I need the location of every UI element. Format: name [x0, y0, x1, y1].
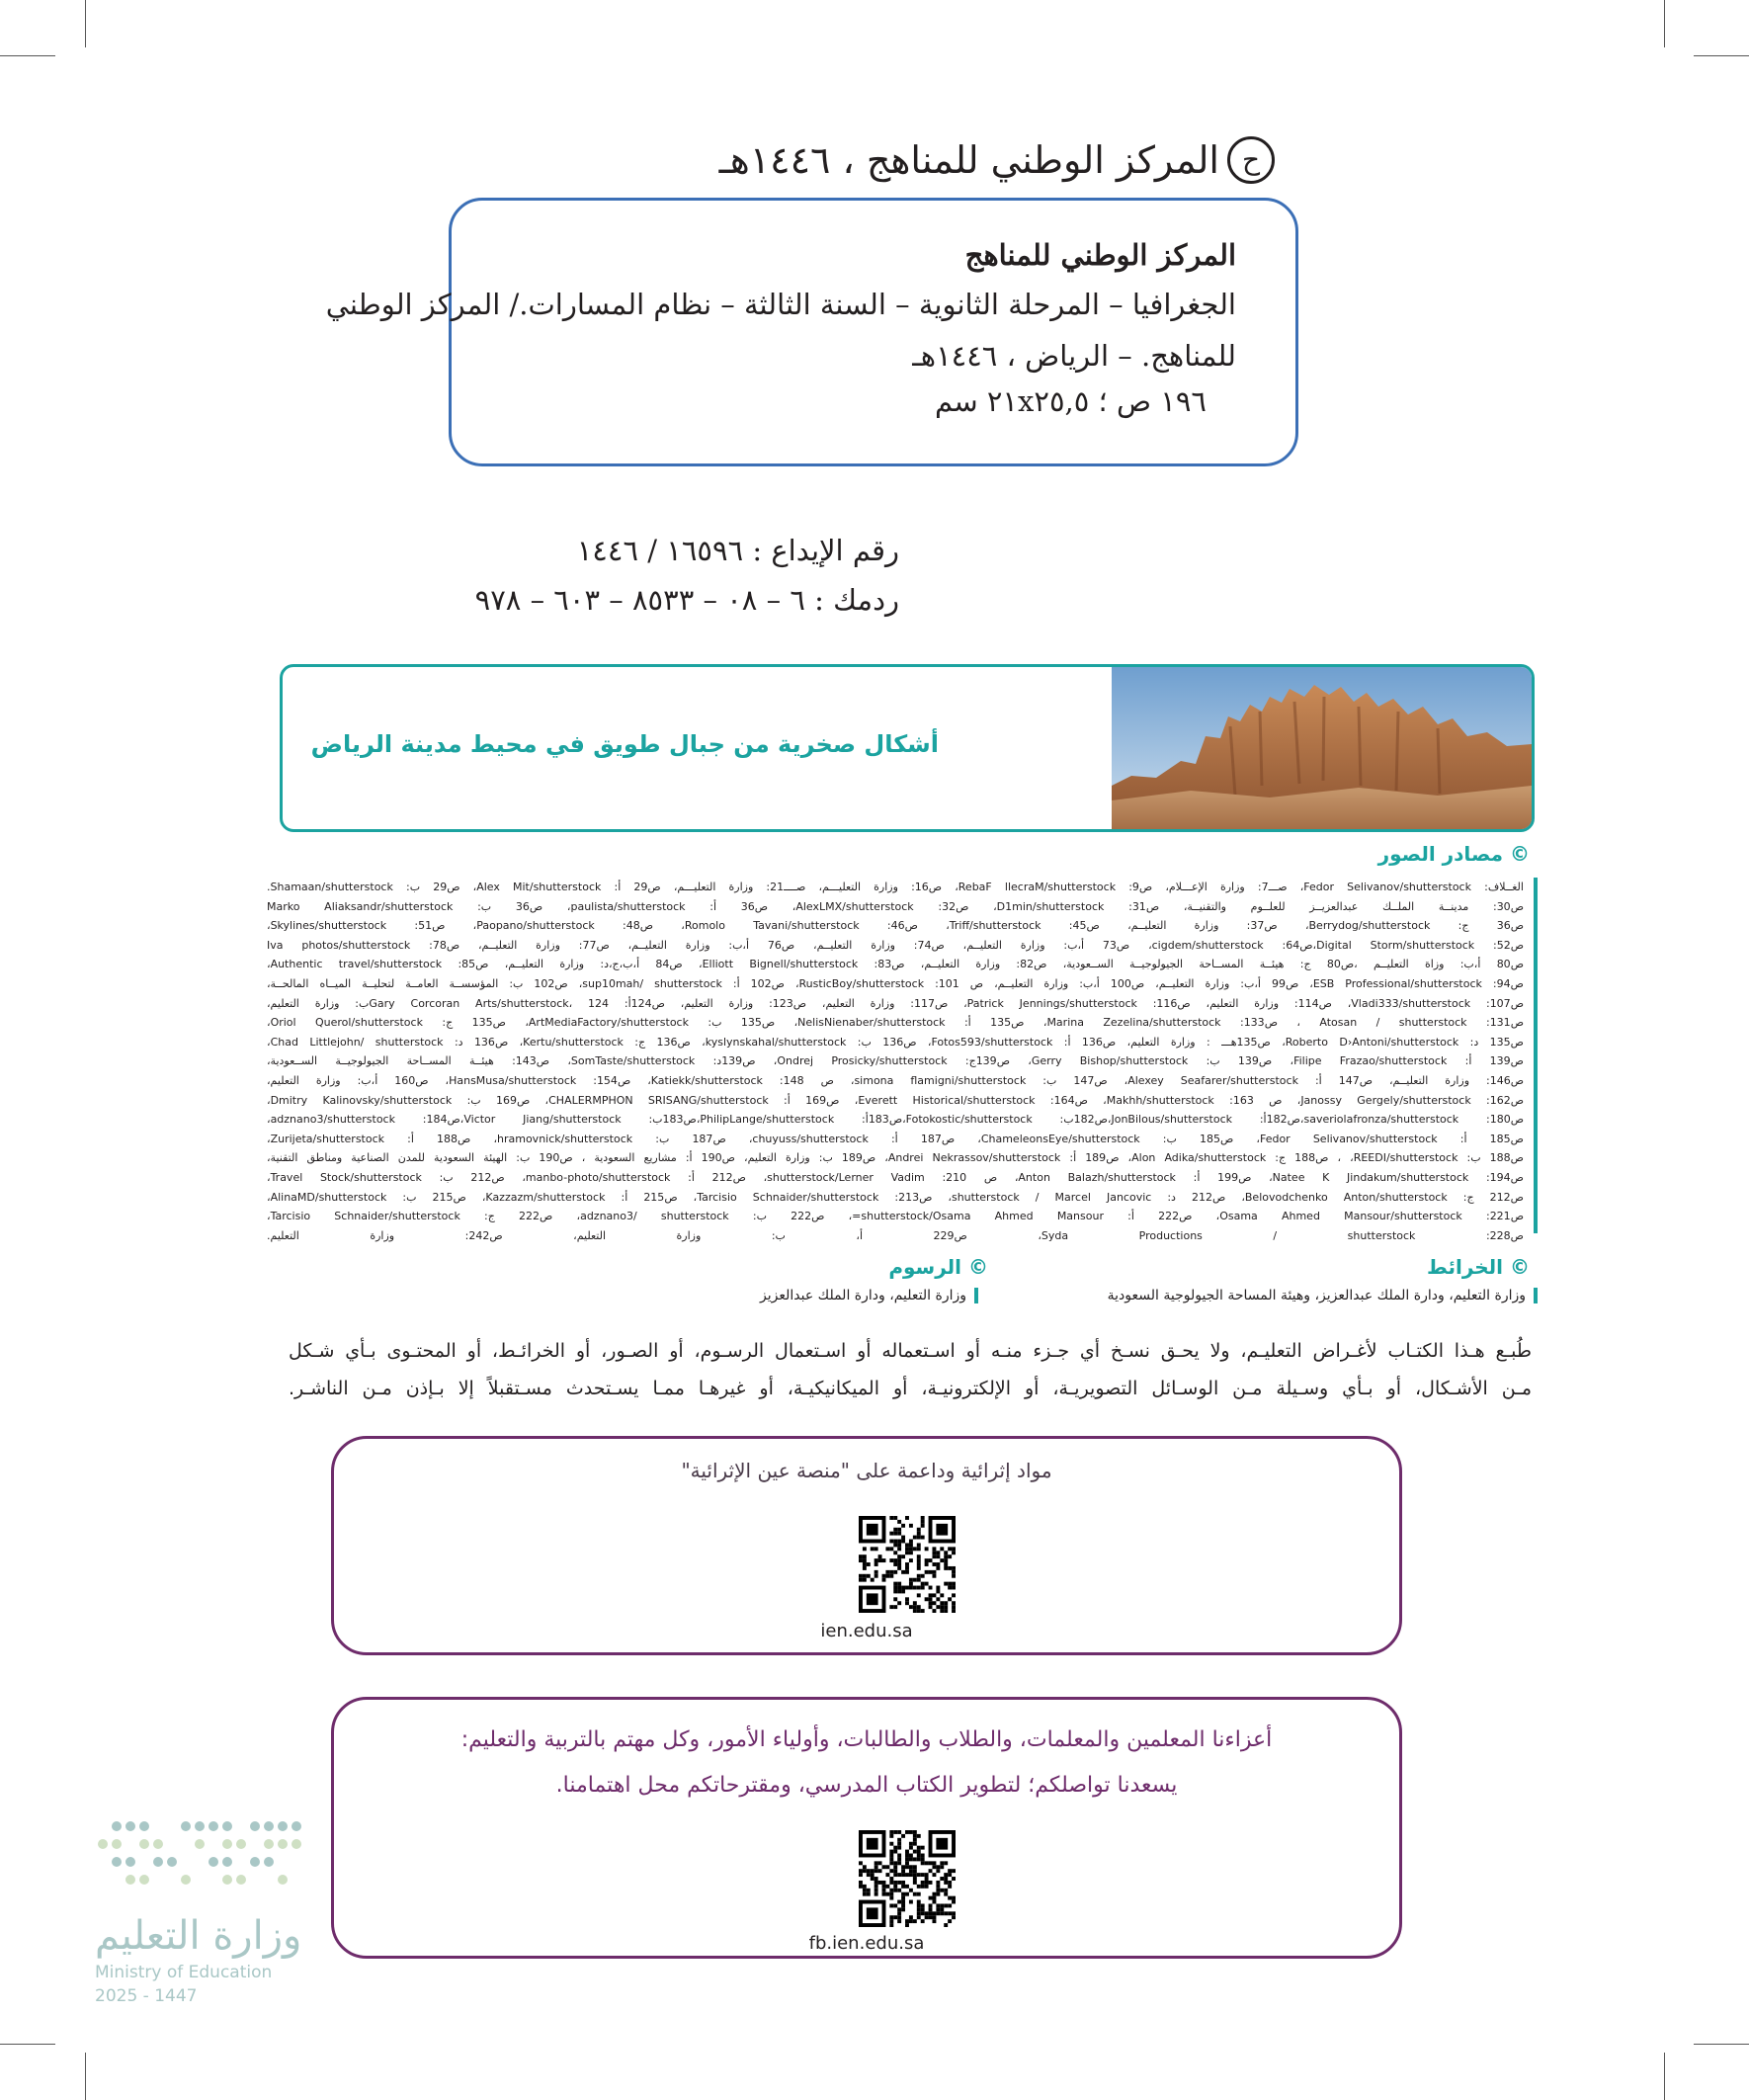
image-sources-list	[267, 878, 1538, 1242]
catalog-line: ١٩٦ ص ؛ ٢١x٢٥,٥ سم	[935, 384, 1207, 418]
credit-line: ص36 ج: Berrydog/shutterstock، ص37: وزارة التعليــم، ص45: Triff/shutterstock، ص46: Romolo Tavani/shutterstock، ص48: Paopano/shutterstock، ص51: Skylines/shutterstock،	[267, 919, 1524, 933]
ministry-name-english: Ministry of Education	[95, 1963, 273, 1982]
ministry-of-education-logo	[95, 1816, 312, 2014]
credit-line: ص146: وزارة التعليــم، ص147 أ: Alexey Seafarer/shutterstock، ص147 ب: simona flamigni/shutterstock، ص 148: Katiekk/shutterstock، ص154: HansMusa/shutterstock، ص160 أ،ب: وزارة التعليم،	[267, 1073, 1524, 1087]
crop-mark	[85, 0, 86, 47]
crop-mark	[1664, 2053, 1665, 2100]
cover-caption-box	[280, 664, 1535, 832]
copyright-notice	[289, 1332, 1532, 1407]
drawings-heading: © الرسوم	[888, 1255, 988, 1279]
image-sources-heading: © مصادر الصور	[1377, 842, 1530, 866]
rock-formation-image	[1112, 667, 1532, 829]
feedback-line: يسعدنا تواصلكم؛ لتطوير الكتاب المدرسي، ومقترحاتكم محل اهتمامنا.	[555, 1773, 1178, 1798]
copyright-text: المركز الوطني للمناهج ، ١٤٤٦هـ	[718, 138, 1219, 182]
crop-mark	[1694, 2044, 1749, 2045]
catalog-line: للمناهج. – الرياض ، ١٤٤٦هـ	[912, 339, 1236, 373]
deposit-number: رقم الإيداع : ١٦٥٩٦ / ١٤٤٦	[576, 534, 899, 567]
enrichment-box	[331, 1436, 1402, 1655]
feedback-url[interactable]: fb.ien.edu.sa	[808, 1933, 925, 1954]
credit-line: ص162: Janossy Gergely/shutterstock، ص 163: Makhh/shutterstock، ص164: Everett Historical/shutterstock، ص169 أ: CHALERMPHON SRISANG/shutterstock، ص169 ب: Dmitry Kalinovsky/shutterstock،	[267, 1093, 1524, 1107]
credit-line: ص221: Osama Ahmed Mansour/shutterstock، ص222 أ: shutterstock/Osama Ahmed Mansour=، ص222 ب: adznano3/ shutterstock، ص222 ج: Tarcisio Schnaider/shutterstock،	[267, 1210, 1524, 1223]
credit-line: ص107: Vladi333/shutterstock، ص114: وزارة التعليم، ص116: Patrick Jennings/shutterstock، ص117: وزارة التعليم، ص123: وزارة التعليم، ص124أ: Gary Corcoran Arts/shutterstock، 124ب: وزارة التعليم،	[267, 996, 1524, 1010]
feedback-line: أعزاءنا المعلمين والمعلمات، والطلاب والطالبات، وأولياء الأمور، وكل مهتم بالتربية والتعليم:	[460, 1727, 1273, 1752]
cover-caption: أشكال صخرية من جبال طويق في محيط مدينة الرياض	[310, 730, 939, 758]
maps-heading: © الخرائط	[1427, 1255, 1530, 1279]
crop-mark	[0, 2044, 55, 2045]
ministry-years: 2025 - 1447	[95, 1986, 198, 2006]
copyright-line	[719, 136, 1275, 184]
credit-line: ص80 أ،ب: وزاة التعليــم ،ص80 ج: هيئــة المســاحة الجيولوجيــة الســعودية، ص82: وزارة التعليــم، ص83: Elliott Bignell/shutterstock، ص84 أ،ب،ج،د: وزارة التعليــم، ص85: Authentic travel/shutterstock،	[267, 958, 1524, 971]
credit-line: ص52: Digital Storm/shutterstock،ص64: cigdem/shutterstock، ص73 أ،ب: وزارة التعليــم، ص74: وزارة التعليــم، ص76 أ،ب: وزارة التعليــم، ص77: وزارة التعليــم، ص78: Iva photos/shutterstock	[267, 938, 1524, 952]
qr-code-icon[interactable]	[859, 1830, 956, 1931]
notice-line: طُبـع هـذا الكتـاب لأغـراض التعليـم، ولا يحـق نسـخ أي جـزء منـه أو اسـتعماله أو اسـتعمال الرسـوم، أو الصـور، أو الخرائـط، أو المحتـوى بـأي شـكل	[289, 1340, 1532, 1362]
credit-line: ص185 أ: Fedor Selivanov/shutterstock، ص185 ب: ChameleonsEye/shutterstock، ص187 أ: chuyuss/shutterstock، ص187 ب: hramovnick/shutterstock، ص188 أ: Zurijeta/shutterstock،	[267, 1132, 1524, 1145]
crop-mark	[85, 2053, 86, 2100]
catalog-record-box	[325, 198, 1298, 466]
crop-mark	[1664, 0, 1665, 47]
ministry-name-arabic: وزارة التعليم	[95, 1913, 302, 1959]
credit-line: ص212 ج: Belovodchenko Anton/shutterstock، ص212 د: shutterstock / Marcel Jancovic، ص213: Tarcisio Schnaider/shutterstock، ص215 أ: Kazzazm/shutterstock، ص215 ب: AlinaMD/shutterstock،	[267, 1190, 1524, 1204]
catalog-line: الجغرافيا – المرحلة الثانوية – السنة الثالثة – نظام المسارات./ المركز الوطني	[325, 288, 1236, 321]
feedback-box	[331, 1697, 1402, 1959]
credit-line: ص139 أ: Filipe Frazao/shutterstock، ص139 ب: Gerry Bishop/shutterstock، ص139ج: Ondrej Prosicky/shutterstock، ص139د: SomTaste/shutterstock، ص143: هيئــة المســاحة الجيولوجيــة الســعودية،	[267, 1054, 1524, 1068]
credit-line: ص135 د: Roberto D›Antoni/shutterstock، ص135هـــ : وزارة التعليم، ص136 أ: Fotos593/shutterstock، ص136 ب: kyslynskahal/shutterstock، ص136 ج: Kertu/shutterstock، ص136 د: Chad Littlejohn/ shutterstock،	[267, 1035, 1524, 1049]
catalog-title: المركز الوطني للمناهج	[964, 238, 1236, 272]
crop-mark	[1694, 55, 1749, 56]
credit-line: ص188 ب: REEDI/shutterstock، ، ص188 ج: Alon Adika/shutterstock، ص189 أ: Andrei Nekrassov/shutterstock، ص189 ب: وزارة التعليم، ص190 أ: مشاريع السعودية ، ص190 ب: الهيئة السعودية للمدن الصناعية ومناطق التقنية،	[267, 1151, 1524, 1165]
credit-line: الغــلاف: Fedor Selivanov/shutterstock، صـــ7: وزارة الإعـــلام، ص9: RebaF llecraM/shutterstock، ص16: وزارة التعليـــم، صــــ21: وزارة التعليـــم، ص29 أ: Alex Mit/shutterstock، ص29 ب: Shamaan/shutterstock.	[267, 881, 1524, 893]
credit-line: ص131: Atosan / shutterstock ، ص133: Marina Zezelina/shutterstock، ص135 أ: NelisNienaber/shutterstock، ص135 ب: ArtMediaFactory/shutterstock، ص135 ج: Oriol Querol/shutterstock،	[267, 1016, 1524, 1030]
cover-photo	[1112, 667, 1532, 829]
credit-line: ص228: Syda Productions / shutterstock، ص229 أ، ب: وزارة التعليم، ص242: وزارة التعليم.	[267, 1228, 1524, 1242]
dots-pattern-icon	[95, 1816, 312, 1905]
enrichment-text: مواد إثرائية وداعمة على "منصة عين الإثرائية"	[681, 1459, 1052, 1482]
notice-line: مـن الأشـكال، أو بـأي وسـيلة مـن الوسـائل التصويريـة، أو الإلكترونيـة، أو الميكانيكيـة، أو غيرهـا ممـا يسـتحدث مسـتقبلاً إلا بـإذن مـن الناشـر.	[289, 1378, 1532, 1399]
copyright-symbol: ح	[1227, 136, 1275, 184]
credit-line: ص30: مدينــة الملــك عبدالعزيــز للعلــوم والتقنيــة، ص31: D1min/shutterstock، ص32: AlexLMX/shutterstock، ص36 أ: paulista/shutterstock، ص36 ب: Marko Aliaksandr/shutterstock	[267, 899, 1524, 913]
credit-line: ص194: Natee K Jindakum/shutterstock، ص199 أ: Anton Balazh/shutterstock، ص 210: shutterstock/Lerner Vadim، ص212 أ: manbo-photo/shutterstock، ص212 ب: Travel Stock/shutterstock،	[267, 1170, 1524, 1184]
maps-credit: وزارة التعليم، ودارة الملك عبدالعزيز، وهيئة المساحة الجيولوجية السعودية	[1108, 1288, 1538, 1303]
qr-code-icon[interactable]	[859, 1516, 956, 1617]
isbn: ردمك : ٦ – ٠٨ – ٨٥٣٣ – ٦٠٣ – ٩٧٨	[474, 583, 899, 617]
enrichment-url[interactable]: ien.edu.sa	[820, 1621, 913, 1641]
crop-mark	[0, 55, 55, 56]
credit-line: ص94: ESB Professional/shutterstock، ص99 أ،ب: وزارة التعليــم، ص100 أ،ب: وزارة التعليــم، ص 101: RusticBoy/shutterstock، ص102 أ: sup10mah/ shutterstock، ص102 ب: المؤسســة العامــة لتحليــة الميــاه المالحــة،	[267, 976, 1524, 990]
credit-line: ص180: saveriolafronza/shutterstock،ص182أ: JonBilous/shutterstock،ص182ب: Fotokostic/shutterstock،ص183أ: PhilipLange/shutterstock،ص183ب: Victor Jiang/shutterstock،ص184: adznano3/shutterstock،	[267, 1113, 1524, 1127]
drawings-credit: وزارة التعليم، ودارة الملك عبدالعزيز	[760, 1288, 978, 1303]
